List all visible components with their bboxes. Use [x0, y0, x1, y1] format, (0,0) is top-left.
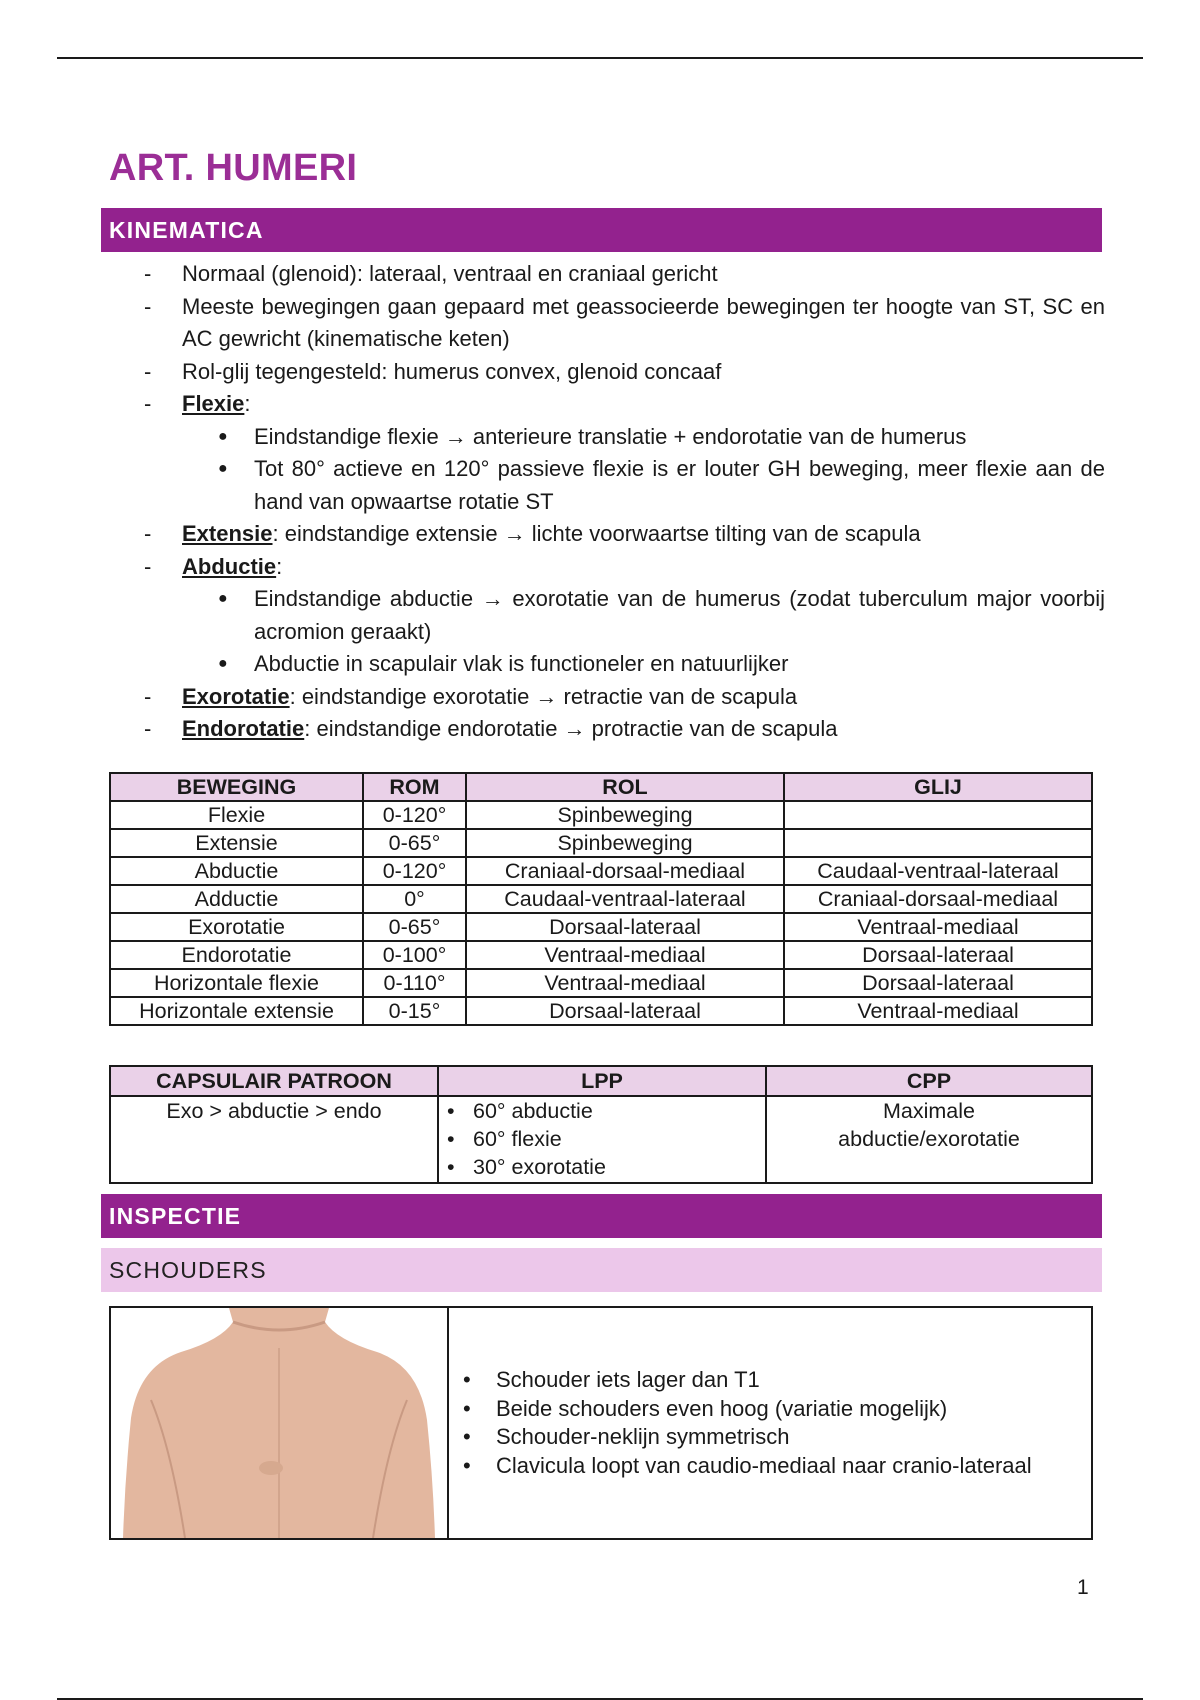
- list-item-endorotatie: - Endorotatie: eindstandige endorotatie → protractie van de scapula: [144, 716, 838, 741]
- column-header: CAPSULAIR PATROON: [110, 1066, 438, 1096]
- table-row: [110, 941, 1092, 969]
- list-item: - Meeste bewegingen gaan gepaard met geassocieerde bewegingen ter hoogte van ST, SC en AC gewricht (kinematische keten): [144, 293, 1105, 351]
- sub-list-item: ● Abductie in scapulair vlak is functioneler en natuurlijker: [218, 651, 789, 676]
- table-cell: Ventraal-mediaal: [784, 997, 1092, 1025]
- table-cell: Dorsaal-lateraal: [784, 969, 1092, 997]
- list-item-flexie: - Flexie:: [144, 391, 251, 416]
- table-cell: Abductie: [110, 857, 363, 885]
- table-cell: Horizontale extensie: [110, 997, 363, 1025]
- table-row: [110, 913, 1092, 941]
- shoulders-back-photo: [111, 1308, 446, 1538]
- table-cell: Craniaal-dorsaal-mediaal: [784, 885, 1092, 913]
- list-item-abductie: - Abductie:: [144, 553, 283, 579]
- table-cell: Spinbeweging: [466, 801, 784, 829]
- list-item: - Normaal (glenoid): lateraal, ventraal en craniaal gericht: [144, 261, 718, 286]
- table-cell: Dorsaal-lateraal: [466, 997, 784, 1025]
- column-header: GLIJ: [784, 773, 1092, 801]
- column-header: CPP: [766, 1066, 1092, 1096]
- table-cell: Endorotatie: [110, 941, 363, 969]
- table-cell: [784, 801, 1092, 829]
- kinematica-list: [140, 258, 1105, 746]
- table-cell: 0-65°: [363, 913, 466, 941]
- table-cell: 0-110°: [363, 969, 466, 997]
- top-rule: [57, 57, 1143, 59]
- cpp-cell: [766, 1096, 1092, 1183]
- table-cell: 0°: [363, 885, 466, 913]
- table-cell: Spinbeweging: [466, 829, 784, 857]
- cpp-line: abductie/exorotatie: [838, 1127, 1020, 1151]
- table-cell: 0-120°: [363, 801, 466, 829]
- capsular-pattern-cell: Exo > abductie > endo: [110, 1096, 438, 1183]
- table-cell: Ventraal-mediaal: [784, 913, 1092, 941]
- table-cell: 0-100°: [363, 941, 466, 969]
- table-cell: Horizontale flexie: [110, 969, 363, 997]
- table-cell: Dorsaal-lateraal: [466, 913, 784, 941]
- list-item-extensie: - Extensie: eindstandige extensie → lichte voorwaartse tilting van de scapula: [144, 521, 921, 546]
- table-row: [110, 857, 1092, 885]
- list-item-exorotatie: - Exorotatie: eindstandige exorotatie → retractie van de scapula: [144, 683, 798, 709]
- list-item: • Schouder-neklijn symmetrisch: [449, 1423, 1091, 1452]
- list-item: • Clavicula loopt van caudio-mediaal naar cranio-lateraal: [449, 1452, 1091, 1481]
- list-item: • 60° flexie: [445, 1125, 765, 1153]
- inspection-notes-cell: [448, 1307, 1092, 1539]
- list-item: • 60° abductie: [445, 1097, 765, 1125]
- list-item: - Rol-glij tegengesteld: humerus convex, glenoid concaaf: [144, 358, 722, 384]
- table-header-row: [110, 773, 1092, 801]
- subsection-header-schouders: SCHOUDERS: [101, 1248, 1102, 1292]
- page-title: ART. HUMERI: [109, 147, 358, 189]
- table-row: [110, 829, 1092, 857]
- cpp-line: Maximale: [883, 1099, 975, 1123]
- list-item: • Beide schouders even hoog (variatie mogelijk): [449, 1395, 1091, 1424]
- table-cell: Flexie: [110, 801, 363, 829]
- column-header: LPP: [438, 1066, 766, 1096]
- section-header-kinematica: KINEMATICA: [101, 208, 1102, 252]
- photo-cell: [110, 1307, 448, 1539]
- motion-table: [109, 772, 1093, 1026]
- table-cell: 0-120°: [363, 857, 466, 885]
- lpp-cell: [438, 1096, 766, 1183]
- table-cell: Ventraal-mediaal: [466, 969, 784, 997]
- table-cell: Caudaal-ventraal-lateraal: [466, 885, 784, 913]
- table-header-row: [110, 1066, 1092, 1096]
- table-cell: Craniaal-dorsaal-mediaal: [466, 857, 784, 885]
- table-cell: Exorotatie: [110, 913, 363, 941]
- inspection-table: [109, 1306, 1093, 1540]
- page-number: 1: [1077, 1576, 1089, 1599]
- section-header-inspectie: INSPECTIE: [101, 1194, 1102, 1238]
- table-cell: 0-65°: [363, 829, 466, 857]
- table-row: [110, 969, 1092, 997]
- table-row: [110, 1096, 1092, 1183]
- sub-list-item: ● Eindstandige abductie → exorotatie van de humerus (zodat tuberculum major voorbij acromion geraakt): [218, 586, 1105, 644]
- list-item: • Schouder iets lager dan T1: [449, 1366, 1091, 1395]
- sub-list-item: ● Eindstandige flexie → anterieure translatie + endorotatie van de humerus: [218, 423, 967, 449]
- column-header: BEWEGING: [110, 773, 363, 801]
- table-row: [110, 997, 1092, 1025]
- table-cell: Ventraal-mediaal: [466, 941, 784, 969]
- sub-list-item: ● Tot 80° actieve en 120° passieve flexie is er louter GH beweging, meer flexie aan de hand van opwaartse rotatie ST: [218, 456, 1105, 514]
- table-cell: [784, 829, 1092, 857]
- table-cell: Dorsaal-lateraal: [784, 941, 1092, 969]
- list-item: • 30° exorotatie: [445, 1153, 765, 1181]
- table-row: [110, 801, 1092, 829]
- column-header: ROM: [363, 773, 466, 801]
- table-cell: Extensie: [110, 829, 363, 857]
- column-header: ROL: [466, 773, 784, 801]
- table-row: [110, 885, 1092, 913]
- table-cell: 0-15°: [363, 997, 466, 1025]
- table-cell: Adductie: [110, 885, 363, 913]
- table-cell: Caudaal-ventraal-lateraal: [784, 857, 1092, 885]
- capsular-table: [109, 1065, 1093, 1184]
